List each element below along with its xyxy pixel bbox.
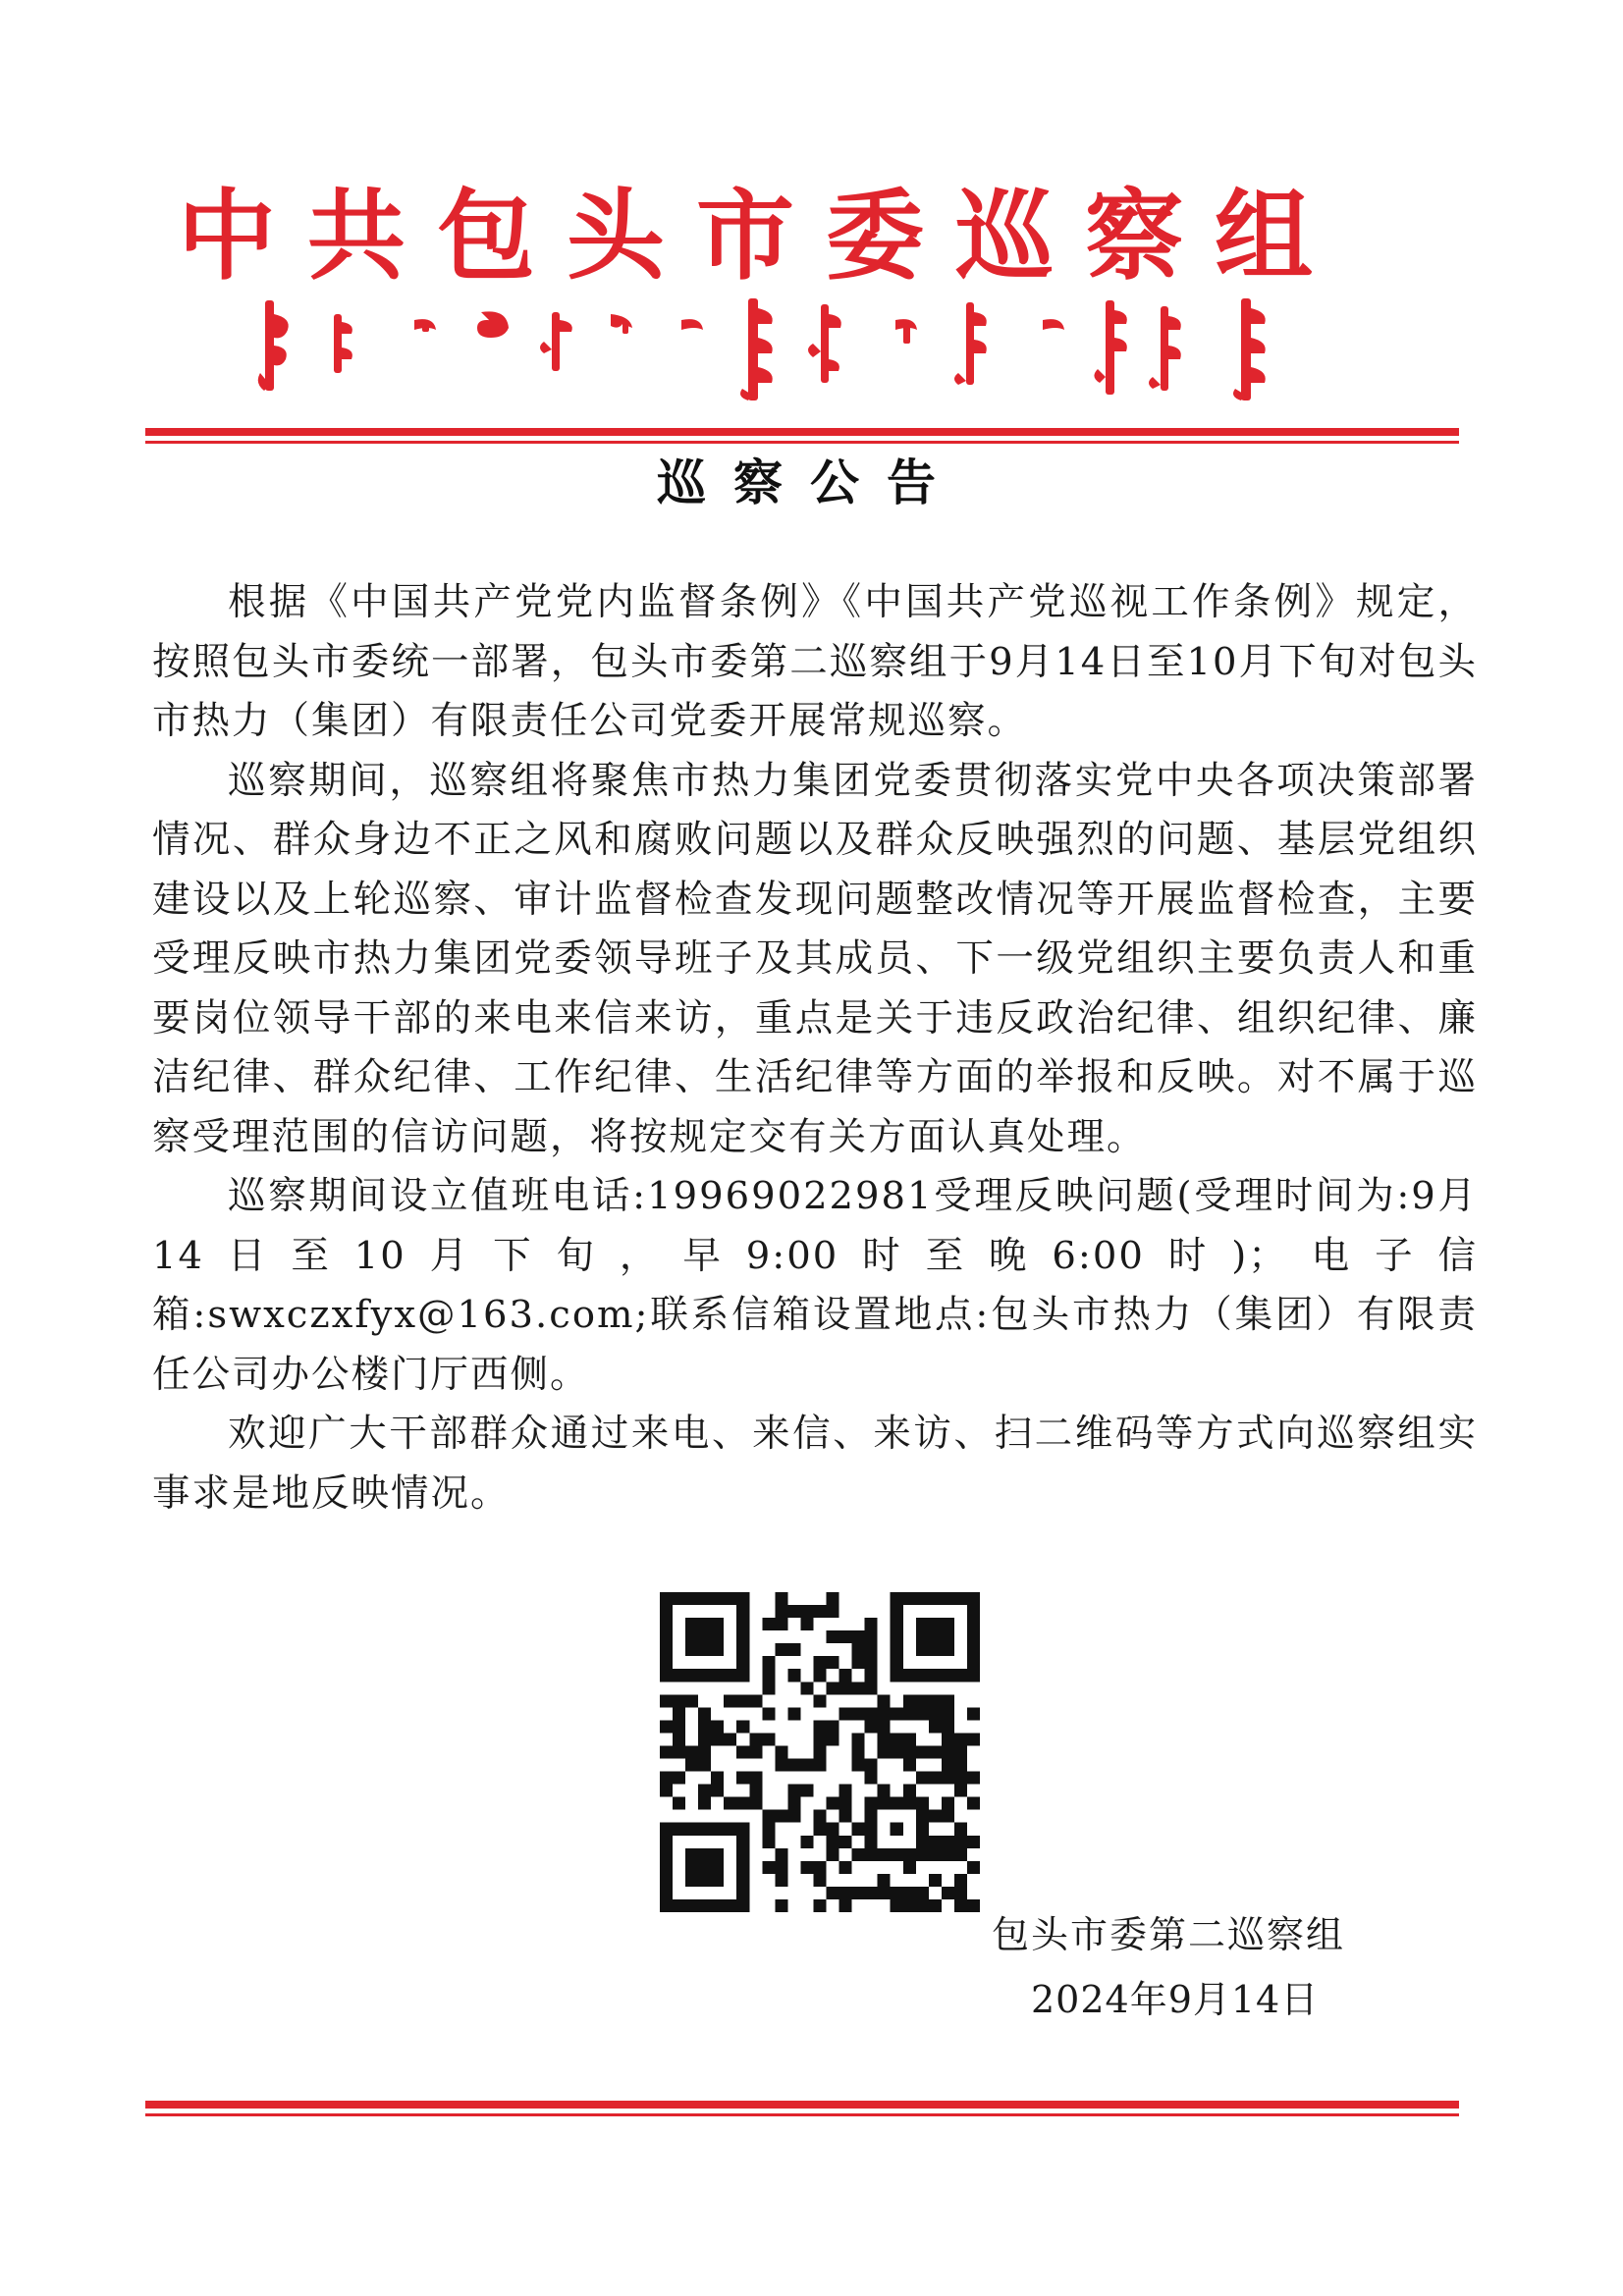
mongolian-script-line [257,294,1337,402]
footer-divider [145,2101,1459,2116]
paragraph: 巡察期间设立值班电话:19969022981受理反映问题(受理时间为:9月14日至10月下旬，早9:00时至晚6:00时)；电子信箱:swxczxfyx@163.com;联系信箱设置地点:包头市热力（集团）有限责任公司办公楼门厅西侧。 [152,1174,1478,1397]
notice-body [152,573,1478,1523]
paragraph: 欢迎广大干部群众通过来电、来信、来访、扫二维码等方式向巡察组实事求是地反映情况。 [152,1412,1478,1516]
signature-block [982,1902,1394,2032]
masthead-divider [145,428,1459,444]
paragraph: 巡察期间，巡察组将聚焦市热力集团党委贯彻落实党中央各项决策部署情况、群众身边不正之风和腐败问题以及群众反映强烈的问题、基层党组织建设以及上轮巡察、审计监督检查发现问题整改情况等开展监督检查，主要受理反映市热力集团党委领导班子及其成员、下一级党组织主要负责人和重要岗位领导干部的来电来信来访，重点是关于违反政治纪律、组织纪律、廉洁纪律、群众纪律、工作纪律、生活纪律等方面的举报和反映。对不属于巡察受理范围的信访问题，将按规定交有关方面认真处理。 [152,758,1478,1159]
signature-date: 2024年9月14日 [1031,1978,1320,2021]
qr-code[interactable] [660,1592,980,1912]
paragraph: 根据《中国共产党党内监督条例》《中国共产党巡视工作条例》规定，按照包头市委统一部署，包头市委第二巡察组于9月14日至10月下旬对包头市热力（集团）有限责任公司党委开展常规巡察。 [152,580,1478,743]
notice-heading: 巡察公告 [657,454,963,511]
signature-organization: 包头市委第二巡察组 [992,1913,1346,1956]
masthead-title: 中共包头市委巡察组 [178,178,1344,294]
